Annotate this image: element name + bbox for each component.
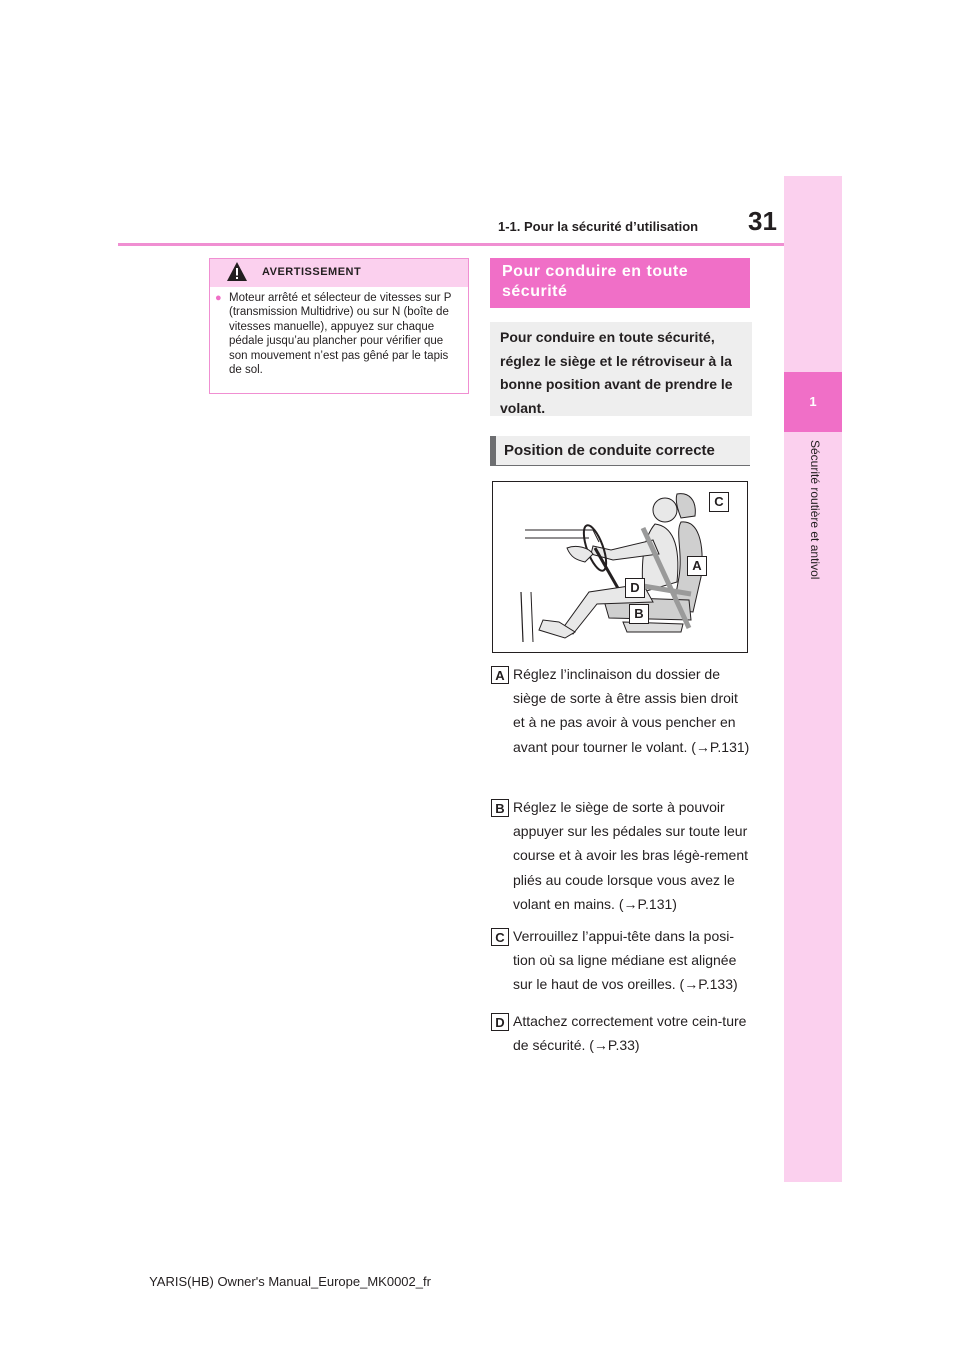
section-heading: Pour conduire en toute sécurité — [502, 263, 689, 300]
item-label-a: A — [491, 666, 509, 684]
side-tab — [784, 176, 842, 1182]
driving-position-figure — [492, 481, 748, 653]
item-label-b: B — [491, 799, 509, 817]
warning-title: AVERTISSEMENT — [262, 266, 362, 278]
summary-text: Pour conduire en toute sécurité, réglez le siège et le rétroviseur à la bonne position avant de prendre le volant. — [500, 329, 733, 416]
section-title: 1-1. Pour la sécurité d’utilisation — [498, 219, 699, 234]
subheading: Position de conduite correcte — [504, 442, 715, 459]
warning-triangle-icon — [226, 261, 248, 283]
page-number: 31 — [748, 206, 777, 236]
item-label-d: D — [491, 1013, 509, 1031]
figure-label-a: A — [687, 556, 707, 576]
figure-label-d: D — [625, 578, 645, 598]
side-tab-number: 1 — [809, 394, 817, 409]
figure-label-c: C — [709, 492, 729, 512]
item-text-b: Réglez le siège de sorte à pouvoir appuyer sur les pédales sur toute leur course et à avoir les bras légè-rement pliés au coude lorsque vous avez le volant en mains. (→P.131) — [513, 799, 748, 912]
item-text-d: Attachez correctement votre cein-ture de sécurité. (→P.33) — [513, 1013, 747, 1054]
warning-text: Moteur arrêté et sélecteur de vitesses sur P (transmission Multidrive) ou sur N (boîte de vitesses manuelle), appuyez sur chaque pédale jusqu’au plancher pour vérifier que son mouvement n’est pas gêné par le tapis de sol. — [229, 292, 452, 377]
item-text-c: Verrouillez l’appui-tête dans la posi-tion où sa ligne médiane est alignée sur le haut de vos oreilles. (→P.133) — [513, 928, 738, 993]
item-text-a: Réglez l’inclinaison du dossier de siège de sorte à être assis bien droit et à ne pas avoir à vous pencher en avant pour tourner le volant. (→P.131) — [513, 666, 750, 755]
warning-bullet: ● — [215, 292, 222, 304]
side-tab-label: Sécurité routière et antivol — [808, 440, 822, 580]
item-label-c: C — [491, 928, 509, 946]
figure-label-b: B — [629, 604, 649, 624]
header-rule — [118, 243, 784, 246]
footer: YARIS(HB) Owner's Manual_Europe_MK0002_fr — [149, 1274, 431, 1289]
